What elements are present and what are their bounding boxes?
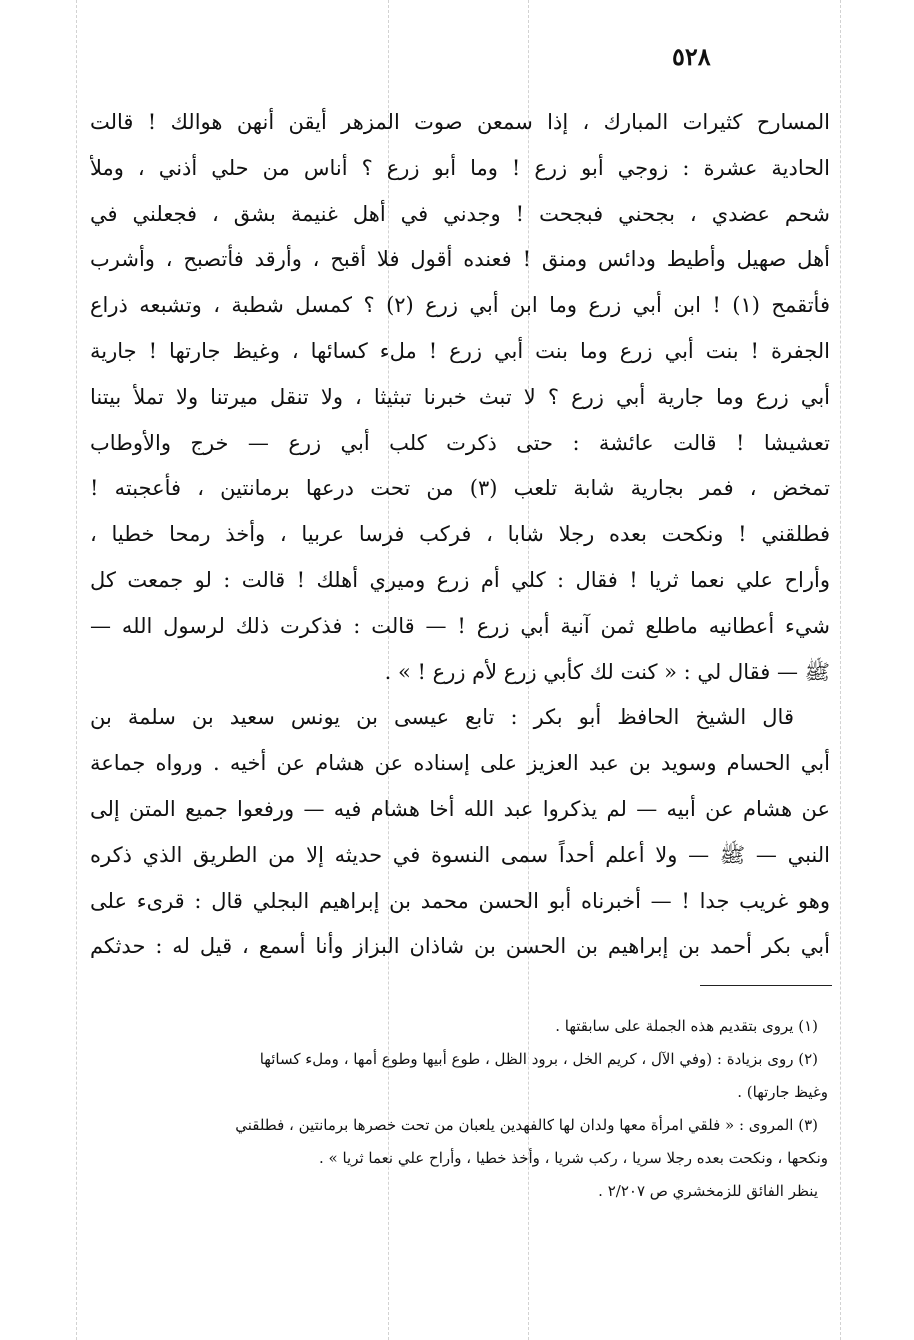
text-line: أبي الحسام وسويد بن عبد العزيز على إسناده عن هشام عن أخيه . ورواه جماعة (90, 751, 830, 776)
text-line: شحم عضدي ، بجحني فبجحت ! وجدني في أهل غنيمة بشق ، فجعلني في (90, 201, 830, 226)
text-line: المسارح كثيرات المبارك ، إذا سمعن صوت المزهر أيقن أنهن هوالك ! قالت (90, 110, 830, 134)
text-line: تمخض ، فمر بجارية شابة تلعب (٣) من تحت درعها برمانتين ، فأعجبته ! (90, 476, 830, 501)
text-line: شيء أعطانيه ماطلع ثمن آنية أبي زرع ! — قالت : فذكرت ذلك لرسول الله — (90, 613, 830, 638)
text-line: أبي بكر أحمد بن إبراهيم بن الحسن بن شاذان البزاز وأنا أسمع ، قيل له : حدثكم (90, 934, 830, 959)
text-line: وأراح علي نعما ثريا ! فقال : كلي أم زرع وميري أهلك ! قالت : لو جمعت كل (90, 567, 830, 592)
footnote: (٣) المروى : « فلقي امرأة معها ولدان لها كالفهدين يلعبان من تحت خصرها برمانتين ، فطلقني (235, 1116, 818, 1134)
text-line: عن هشام عن أبيه — لم يذكروا عبد الله أخا هشام فيه — ورفعوا جميع المتن إلى (90, 796, 830, 821)
text-line: ﷺ — فقال لي : « كنت لك كأبي زرع لأم زرع ! » . (384, 659, 830, 684)
scan-guide-line (76, 0, 77, 1340)
text-line: أبي زرع وما جارية أبي زرع ؟ لا تبث خبرنا تبثيثا ، ولا تنقل ميرتنا ولا تملأ بيتنا (90, 384, 830, 409)
text-line: النبي — ﷺ — ولا أعلم أحداً سمى النسوة في حديثه إلا من الطريق الذي ذكره (90, 842, 830, 867)
footnote: (١) يروى بتقديم هذه الجملة على سابقتها . (555, 1017, 818, 1035)
text-line: الحادية عشرة : زوجي أبو زرع ! وما أبو زرع ؟ أناس من حلي أذني ، وملأ (90, 155, 830, 180)
footnote-continuation: ونكحها ، ونكحت بعده رجلا سريا ، ركب شريا ، وأخذ خطيا ، وأراح علي نعما ثريا » . (318, 1149, 828, 1167)
footnote-continuation: وغيظ جارتها) . (737, 1083, 828, 1101)
text-line: الجفرة ! بنت أبي زرع وما بنت أبي زرع ! ملء كسائها ، وغيظ جارتها ! جارية (90, 338, 830, 363)
footnote-reference: ينظر الفائق للزمخشري ص ٢/٢٠٧ . (598, 1182, 818, 1200)
footnote-separator (700, 985, 832, 986)
footnote: (٢) روى بزيادة : (وفي الآل ، كريم الخل ، برود الظل ، طوع أبيها وطوع أمها ، وملء كسائها (259, 1050, 818, 1068)
text-line: وهو غريب جدا ! — أخبرناه أبو الحسن محمد بن إبراهيم البجلي قال : قرىء على (90, 888, 830, 913)
scan-guide-line (840, 0, 841, 1340)
footnotes (96, 1010, 828, 1208)
page-number: ٥٢٨ (672, 42, 711, 71)
text-line: فأتقمح (١) ! ابن أبي زرع وما ابن أبي زرع (٢) ؟ كمسل شطبة ، وتشبعه ذراع (90, 293, 830, 318)
main-text (90, 100, 830, 970)
text-line: تعشيشا ! قالت عائشة : حتى ذكرت كلب أبي زرع — خرج والأوطاب (90, 430, 830, 455)
text-line: فطلقني ! ونكحت بعده رجلا شابا ، فركب فرسا عربيا ، وأخذ رمحا خطيا ، (90, 522, 830, 547)
text-line: قال الشيخ الحافظ أبو بكر : تابع عيسى بن يونس سعيد بن سلمة بن (90, 705, 794, 730)
text-line: أهل صهيل وأطيط ودائس ومنق ! فعنده أقول فلا أقبح ، وأرقد فأتصبح ، وأشرب (90, 247, 830, 272)
